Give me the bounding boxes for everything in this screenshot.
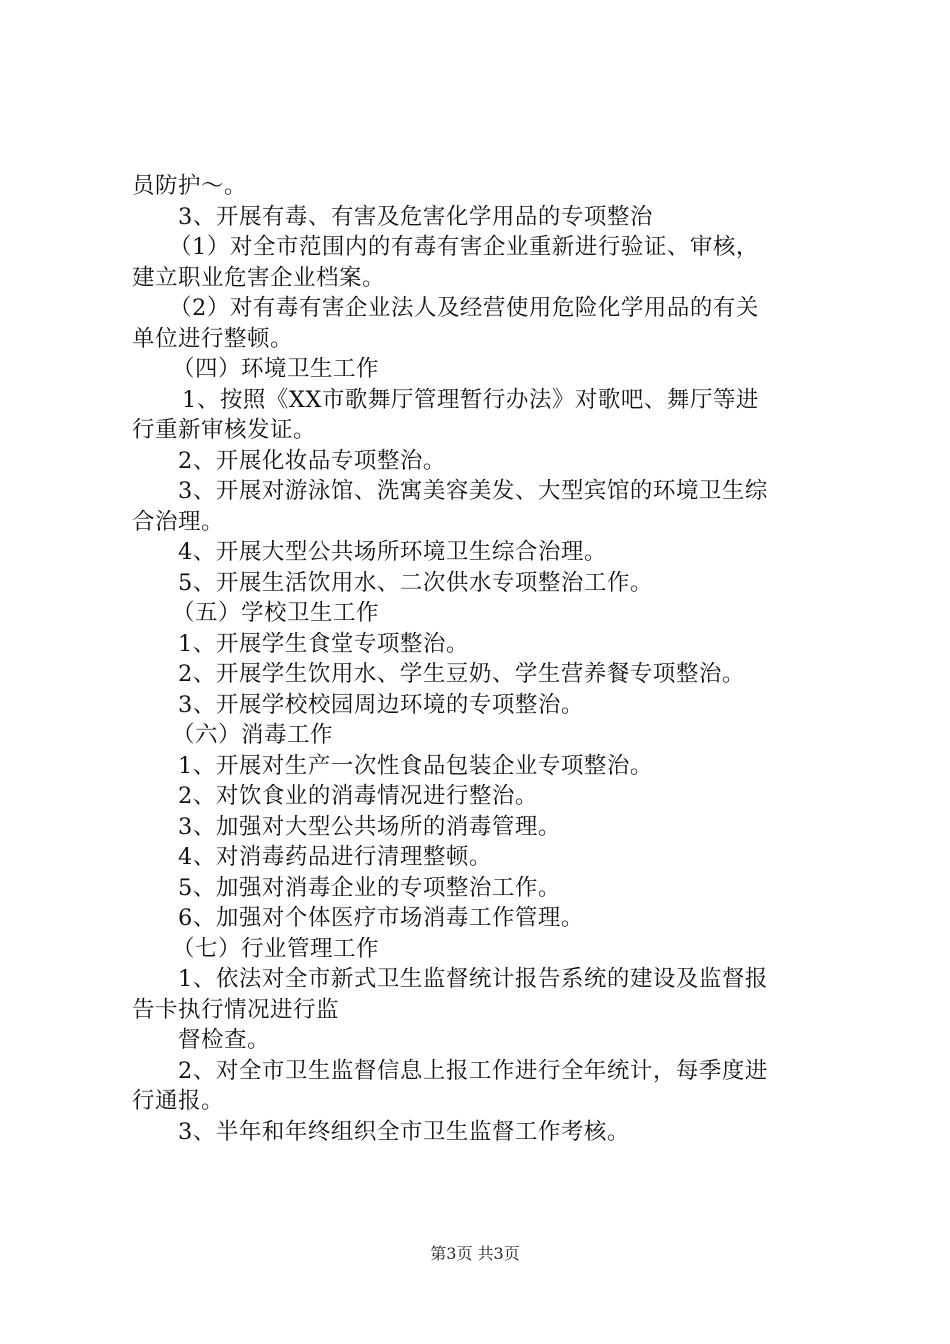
text-line: 1、依法对全市新式卫生监督统计报告系统的建设及监督报 (178, 966, 768, 992)
text-line: 建立职业危害企业档案。 (132, 264, 386, 291)
document-body (132, 171, 832, 1147)
text-line: 单位进行整顿。 (132, 325, 294, 352)
text-line: 1、开展对生产一次性食品包装企业专项整治。 (178, 752, 653, 779)
text-line: 3、开展对游泳馆、洗寓美容美发、大型宾馆的环境卫生综 (178, 478, 768, 504)
text-line: 4、开展大型公共场所环境卫生综合治理。 (178, 539, 607, 565)
text-line: （2）对有毒有害企业法人及经营使用危险化学用品的有关 (169, 295, 759, 321)
text-line: 合治理。 (132, 508, 225, 535)
text-line: 2、对饮食业的消毒情况进行整治。 (178, 783, 538, 809)
text-line: 2、开展学生饮用水、学生豆奶、学生营养餐专项整治。 (178, 661, 745, 687)
text-line: 3、半年和年终组织全市卫生监督工作考核。 (178, 1118, 630, 1145)
text-line: 3、开展学校校园周边环境的专项整治。 (178, 691, 584, 718)
text-line: （1）对全市范围内的有毒有害企业重新进行验证、审核， (169, 234, 759, 260)
text-line: 行通报。 (132, 1088, 225, 1114)
text-line: 6、加强对个体医疗市场消毒工作管理。 (178, 905, 584, 931)
text-line: 5、加强对消毒企业的专项整治工作。 (178, 874, 561, 901)
text-line: 3、开展有毒、有害及危害化学用品的专项整治 (178, 203, 653, 230)
page-footer: 第3页 共3页 (430, 1244, 520, 1263)
text-line: （七）行业管理工作 (172, 935, 380, 962)
text-line: （六）消毒工作 (172, 722, 334, 748)
text-line: （四）环境卫生工作 (172, 356, 380, 382)
text-line: 员防护～。 (132, 173, 248, 199)
text-line: 5、开展生活饮用水、二次供水专项整治工作。 (178, 569, 653, 596)
text-line: 1、按照《XX市歌舞厅管理暂行办法》对歌吧、舞厅等进 (182, 386, 759, 413)
text-line: 告卡执行情况进行监 (132, 996, 340, 1023)
text-line: 3、加强对大型公共场所的消毒管理。 (178, 813, 561, 840)
text-line: 2、开展化妆品专项整治。 (178, 447, 446, 474)
text-line: 行重新审核发证。 (132, 417, 317, 443)
text-line: 督检查。 (178, 1027, 271, 1053)
text-line: 4、对消毒药品进行清理整顿。 (178, 844, 492, 870)
text-line: 1、开展学生食堂专项整治。 (178, 630, 469, 657)
text-line: （五）学校卫生工作 (172, 600, 380, 626)
text-line: 2、对全市卫生监督信息上报工作进行全年统计，每季度进 (178, 1057, 768, 1084)
